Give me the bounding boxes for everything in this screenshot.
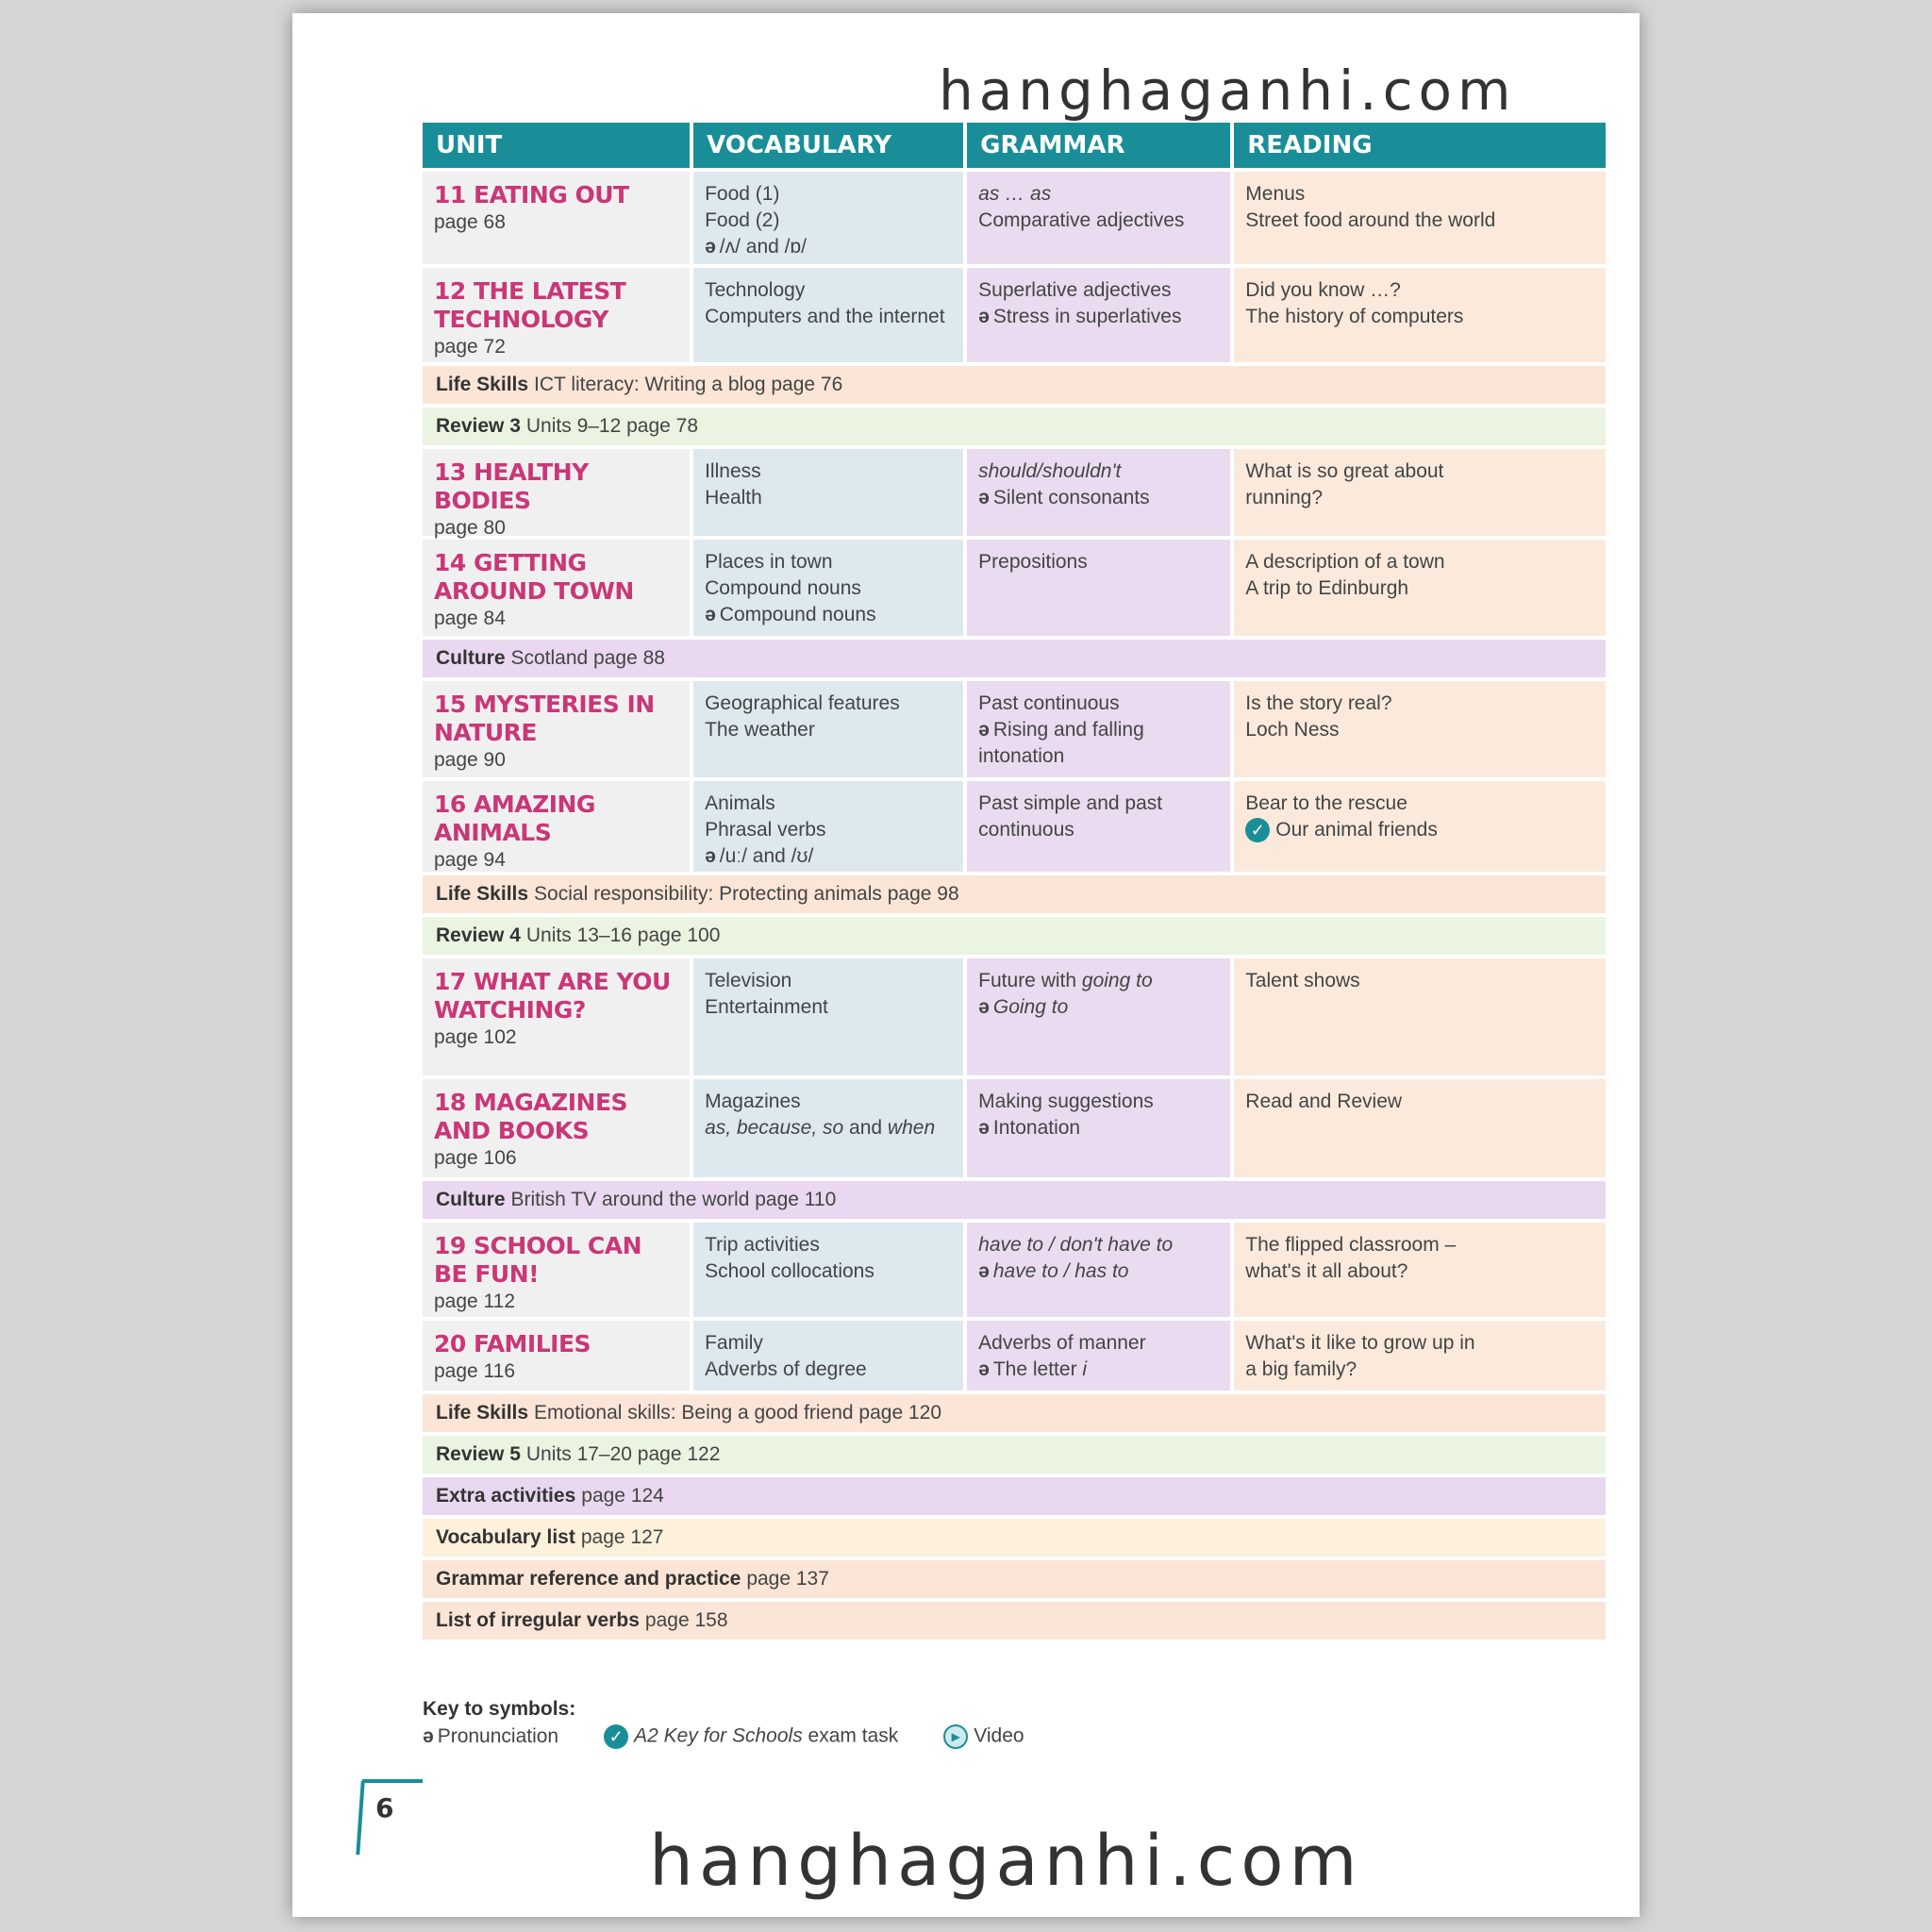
unit-page: page 116 xyxy=(434,1360,516,1382)
vocab-item: Food (1) xyxy=(705,183,780,205)
reading-cell xyxy=(1234,681,1606,777)
vocab-item: Entertainment xyxy=(705,996,828,1018)
band-label: List of irregular verbs xyxy=(436,1609,640,1631)
band-label: Review 3 xyxy=(436,415,521,437)
band-label: Review 5 xyxy=(436,1443,521,1465)
reading-item: What is so great about running? xyxy=(1245,460,1444,508)
band-label: Life Skills xyxy=(436,1402,529,1424)
vocabulary-cell xyxy=(693,449,963,536)
grammar-item: Past simple and past continuous xyxy=(978,792,1163,841)
unit-cell xyxy=(423,781,690,872)
unit-title: 16 AMAZING ANIMALS xyxy=(434,791,595,846)
unit-title: 14 GETTING AROUND TOWN xyxy=(434,549,634,605)
grammar-cell xyxy=(967,172,1230,264)
pronunciation-icon: ə xyxy=(978,1358,990,1380)
grammar-item: Intonation xyxy=(992,1117,1081,1139)
vocabulary-cell xyxy=(693,268,963,362)
band-text: British TV around the world page 110 xyxy=(510,1189,837,1210)
unit-row xyxy=(423,449,1606,539)
unit-row xyxy=(423,1079,1606,1177)
reading-item: a big family? xyxy=(1245,1358,1357,1380)
pronunciation-icon: ə xyxy=(978,1260,990,1282)
vocabulary-cell xyxy=(693,1223,963,1317)
unit-cell xyxy=(423,681,690,777)
vocab-item: Animals xyxy=(705,792,775,814)
grammar-item-italic: i xyxy=(1082,1358,1088,1380)
vocab-item-italic: when xyxy=(887,1117,936,1139)
unit-title: 17 WHAT ARE YOU WATCHING? xyxy=(434,968,671,1024)
pronunciation-icon: ə xyxy=(705,604,716,625)
grammar-cell xyxy=(967,449,1230,536)
unit-cell xyxy=(423,958,690,1075)
reading-item: Talent shows xyxy=(1245,970,1360,991)
grammar-item-italic: going to xyxy=(1081,970,1153,991)
exam-task-check-icon: ✓ xyxy=(604,1724,628,1749)
grammar-cell xyxy=(967,681,1230,777)
grammar-item: as … as xyxy=(978,183,1052,205)
vocabulary-cell xyxy=(693,681,963,777)
vocab-item: Trip activities xyxy=(705,1234,820,1256)
unit-page: page 94 xyxy=(434,849,506,871)
unit-cell xyxy=(423,540,690,636)
vocab-item: Phrasal verbs xyxy=(705,819,826,841)
unit-page: page 102 xyxy=(434,1026,517,1048)
reading-item: A description of a town xyxy=(1245,551,1445,573)
unit-row xyxy=(423,172,1606,264)
header-grammar: GRAMMAR xyxy=(967,123,1230,168)
band-label: Review 4 xyxy=(436,924,521,946)
key-exam-label-italic: A2 Key for Schools xyxy=(634,1724,803,1747)
grammar-cell xyxy=(967,540,1230,636)
unit-row xyxy=(423,781,1606,872)
vocab-item: Geographical features xyxy=(705,692,900,714)
reading-item: The history of computers xyxy=(1245,306,1464,327)
grammar-item: Silent consonants xyxy=(992,487,1150,508)
table-header xyxy=(423,123,1606,168)
header-reading: READING xyxy=(1234,123,1606,168)
band-label: Grammar reference and practice xyxy=(436,1568,741,1590)
pronunciation-icon: ə xyxy=(705,236,716,258)
extra-activities-band xyxy=(423,1477,1606,1515)
vocab-item: Television xyxy=(705,970,792,991)
band-label: Culture xyxy=(436,647,506,669)
unit-row xyxy=(423,268,1606,362)
vocab-item: Technology xyxy=(705,279,806,301)
band-text: Emotional skills: Being a good friend page 120 xyxy=(534,1402,941,1424)
grammar-item: have to / has to xyxy=(992,1260,1129,1282)
reading-item: Read and Review xyxy=(1245,1091,1403,1112)
pronunciation-icon: ə xyxy=(423,1725,434,1747)
unit-title: 20 FAMILIES xyxy=(434,1330,591,1357)
grammar-item: Past continuous xyxy=(978,692,1120,714)
pronunciation-icon: ə xyxy=(978,1117,990,1139)
grammar-cell xyxy=(967,1223,1230,1317)
unit-page: page 80 xyxy=(434,517,506,539)
band-label: Culture xyxy=(436,1189,506,1210)
band-label: Life Skills xyxy=(436,883,529,905)
reading-item: Bear to the rescue xyxy=(1245,792,1407,814)
reading-item: Menus xyxy=(1245,183,1306,205)
unit-row xyxy=(423,681,1606,777)
reading-cell xyxy=(1234,781,1606,872)
grammar-cell xyxy=(967,958,1230,1075)
irregular-verbs-band xyxy=(423,1602,1606,1640)
reading-item: Did you know …? xyxy=(1245,279,1401,301)
band-text: Units 13–16 page 100 xyxy=(525,924,721,946)
key-video-label: Video xyxy=(974,1724,1024,1747)
exam-task-check-icon: ✓ xyxy=(1245,818,1270,842)
reading-cell xyxy=(1234,1321,1606,1391)
key-exam-label: exam task xyxy=(808,1724,899,1747)
band-text: page 158 xyxy=(644,1609,728,1631)
unit-row xyxy=(423,1321,1606,1391)
unit-title: 15 MYSTERIES IN NATURE xyxy=(434,691,655,746)
reading-item: what's it all about? xyxy=(1245,1260,1408,1282)
vocab-item: Illness xyxy=(705,460,761,482)
band-text: page 137 xyxy=(746,1568,829,1590)
grammar-cell xyxy=(967,1079,1230,1177)
life-skills-band xyxy=(423,875,1606,913)
watermark-top: hanghaganhi.com xyxy=(939,58,1517,123)
unit-cell xyxy=(423,1321,690,1391)
grammar-item: Rising and falling intonation xyxy=(978,719,1144,767)
reading-item: The flipped classroom – xyxy=(1245,1234,1457,1256)
reading-cell xyxy=(1234,1079,1606,1177)
vocabulary-cell xyxy=(693,172,963,264)
vocab-item: Computers and the internet xyxy=(705,306,945,327)
grammar-item: Superlative adjectives xyxy=(978,279,1172,301)
key-exam-task xyxy=(604,1724,898,1749)
reading-item: Is the story real? xyxy=(1245,692,1392,714)
band-text: Units 17–20 page 122 xyxy=(525,1443,721,1465)
reading-cell xyxy=(1234,1223,1606,1317)
grammar-item: Adverbs of manner xyxy=(978,1332,1146,1354)
grammar-item: Future with xyxy=(978,970,1077,991)
vocabulary-cell xyxy=(693,958,963,1075)
unit-title: 19 SCHOOL CAN BE FUN! xyxy=(434,1232,642,1288)
band-label: Extra activities xyxy=(436,1485,576,1507)
reading-item: Loch Ness xyxy=(1245,719,1340,741)
vocab-item: Places in town xyxy=(705,551,833,573)
video-play-icon: ▶ xyxy=(943,1724,968,1749)
unit-page: page 68 xyxy=(434,211,506,233)
key-to-symbols xyxy=(423,1698,1024,1749)
reading-item: Street food around the world xyxy=(1245,209,1496,231)
header-vocabulary: VOCABULARY xyxy=(693,123,963,168)
unit-cell xyxy=(423,1079,690,1177)
vocab-item-italic: as, because, so xyxy=(705,1117,844,1139)
pronunciation-icon: ə xyxy=(978,719,990,741)
grammar-item: Prepositions xyxy=(978,551,1088,573)
grammar-reference-band xyxy=(423,1560,1606,1598)
vocab-item: Compound nouns xyxy=(719,604,876,625)
band-text: page 124 xyxy=(581,1485,664,1507)
band-text: Scotland page 88 xyxy=(510,647,665,669)
reading-cell xyxy=(1234,268,1606,362)
unit-page: page 106 xyxy=(434,1147,517,1169)
band-text: page 127 xyxy=(580,1526,664,1548)
vocab-item: Health xyxy=(705,487,762,508)
unit-page: page 112 xyxy=(434,1291,516,1312)
culture-band xyxy=(423,640,1606,677)
vocabulary-cell xyxy=(693,1079,963,1177)
unit-row xyxy=(423,1223,1606,1317)
grammar-cell xyxy=(967,1321,1230,1391)
key-video xyxy=(943,1724,1024,1749)
vocab-item: Family xyxy=(705,1332,763,1354)
pronunciation-icon: ə xyxy=(705,845,716,867)
band-text: ICT literacy: Writing a blog page 76 xyxy=(534,374,843,395)
grammar-cell xyxy=(967,268,1230,362)
unit-page: page 90 xyxy=(434,749,506,771)
unit-title: 13 HEALTHY BODIES xyxy=(434,458,589,514)
band-label: Vocabulary list xyxy=(436,1526,575,1548)
review-band xyxy=(423,1436,1606,1474)
vocab-item: /ʌ/ and /ɒ/ xyxy=(719,236,808,258)
vocab-item: and xyxy=(849,1117,883,1139)
grammar-item: Stress in superlatives xyxy=(992,306,1182,327)
reading-cell xyxy=(1234,449,1606,536)
pronunciation-icon: ə xyxy=(978,306,990,327)
unit-title: 11 EATING OUT xyxy=(434,181,629,208)
page-number: 6 xyxy=(375,1792,394,1824)
vocab-item: Food (2) xyxy=(705,209,780,231)
grammar-item: Making suggestions xyxy=(978,1091,1154,1112)
reading-cell xyxy=(1234,540,1606,636)
pronunciation-icon: ə xyxy=(978,487,990,508)
key-title: Key to symbols: xyxy=(423,1698,576,1720)
header-unit: UNIT xyxy=(423,123,690,168)
reading-cell xyxy=(1234,958,1606,1075)
unit-row xyxy=(423,540,1606,636)
unit-cell xyxy=(423,1223,690,1317)
life-skills-band xyxy=(423,1394,1606,1432)
key-pronunciation xyxy=(423,1725,558,1748)
grammar-item: Comparative adjectives xyxy=(978,209,1185,231)
review-band xyxy=(423,408,1606,445)
grammar-item: Going to xyxy=(992,996,1069,1018)
vocab-item: /uː/ and /ʊ/ xyxy=(719,845,814,867)
vocab-item: School collocations xyxy=(705,1260,874,1282)
band-text: Social responsibility: Protecting animals page 98 xyxy=(534,883,959,905)
vocabulary-cell xyxy=(693,540,963,636)
grammar-cell xyxy=(967,781,1230,872)
unit-cell xyxy=(423,268,690,362)
page-number-rule xyxy=(362,1779,423,1783)
vocabulary-cell xyxy=(693,1321,963,1391)
vocab-item: Magazines xyxy=(705,1091,801,1112)
band-label: Life Skills xyxy=(436,374,529,395)
contents-table xyxy=(423,123,1606,1640)
vocab-item: Compound nouns xyxy=(705,577,861,599)
vocabulary-list-band xyxy=(423,1519,1606,1557)
vocab-item: Adverbs of degree xyxy=(705,1358,867,1380)
review-band xyxy=(423,917,1606,955)
unit-page: page 72 xyxy=(434,336,506,358)
reading-item: What's it like to grow up in xyxy=(1245,1332,1475,1354)
reading-item: Our animal friends xyxy=(1275,819,1438,841)
unit-title: 18 MAGAZINES AND BOOKS xyxy=(434,1089,628,1144)
grammar-item: have to / don't have to xyxy=(978,1234,1174,1256)
grammar-item: should/shouldn't xyxy=(978,460,1122,482)
reading-item: A trip to Edinburgh xyxy=(1245,577,1409,599)
culture-band xyxy=(423,1181,1606,1219)
vocab-item: The weather xyxy=(705,719,815,741)
key-pronunciation-label: Pronunciation xyxy=(437,1725,559,1747)
unit-page: page 84 xyxy=(434,608,506,629)
unit-cell xyxy=(423,449,690,539)
watermark-bottom: hanghaganhi.com xyxy=(649,1821,1363,1902)
grammar-item: The letter xyxy=(992,1358,1077,1380)
band-text: Units 9–12 page 78 xyxy=(525,415,699,437)
reading-cell xyxy=(1234,172,1606,264)
unit-cell xyxy=(423,172,690,264)
life-skills-band xyxy=(423,366,1606,404)
unit-row xyxy=(423,958,1606,1075)
unit-title: 12 THE LATEST TECHNOLOGY xyxy=(434,277,626,333)
vocabulary-cell xyxy=(693,781,963,872)
pronunciation-icon: ə xyxy=(978,996,990,1018)
